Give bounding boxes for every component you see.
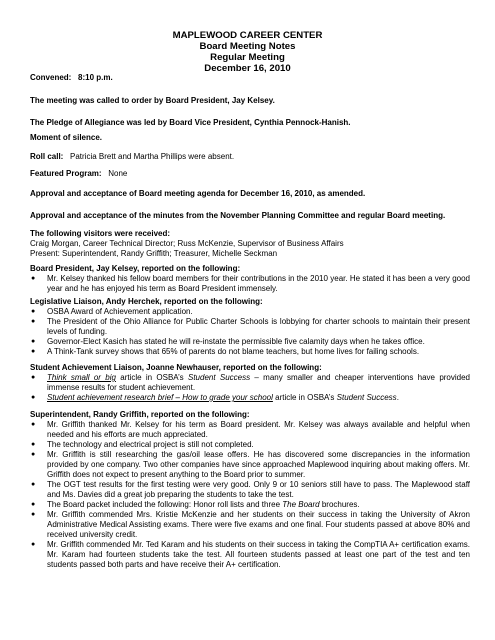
featured-program-line xyxy=(30,169,470,179)
list-item: ● Governor-Elect Kasich has stated he will re-instate the permissible five calamity days when he takes office. xyxy=(30,337,470,347)
visitors-title: The following visitors were received: xyxy=(30,229,171,238)
visitors-line-1: Craig Morgan, Career Technical Director; Russ McKenzie, Supervisor of Business Affairs xyxy=(30,239,344,248)
item-text: The Board packet included the following: Honor roll lists and three xyxy=(47,500,283,509)
approval-minutes: Approval and acceptance of the minutes from the November Planning Committee and regular Board meeting. xyxy=(30,211,446,220)
list-item: ● Mr. Griffith commended Mr. Ted Karam and his students on their success in taking the CompTIA A+ certification exams. Mr. Karam had fourteen students take the test. All fourteen students passed at least one part of the test and ten students passed both parts and have receive their A+ certification. xyxy=(30,540,470,570)
president-section xyxy=(30,264,470,294)
item-text: article in OSBA’s xyxy=(272,393,337,402)
research-brief-link[interactable]: Student achievement research brief – How to grade your school xyxy=(47,393,273,402)
convened-label: Convened: xyxy=(30,73,72,82)
doc-title: Board Meeting Notes xyxy=(199,41,296,52)
roll-call-line xyxy=(30,152,470,162)
list-item xyxy=(30,393,470,403)
item-text: . xyxy=(396,393,399,402)
list-item: ● OSBA Award of Achievement application. xyxy=(30,307,470,317)
called-to-order: The meeting was called to order by Board President, Jay Kelsey. xyxy=(30,96,275,105)
publication-name: The Board xyxy=(282,500,320,509)
pledge-line: The Pledge of Allegiance was led by Board Vice President, Cynthia Pennock-Hanish. xyxy=(30,118,351,127)
convened-value: 8:10 p.m. xyxy=(78,73,113,82)
document-header xyxy=(0,30,495,74)
superintendent-section xyxy=(30,410,470,570)
publication-name: Student Success xyxy=(336,393,397,402)
list-item xyxy=(30,500,470,510)
list-item: ● Mr. Griffith is still researching the gas/oil lease offers. He has discovered some discrepancies in the information provided by one company. Two other companies have since approached Maplewood inquiring about making offers. Mr. Griffith does not expect to present anything to the Board prior to summer. xyxy=(30,450,470,480)
visitors-section xyxy=(30,229,470,259)
roll-call-label: Roll call: xyxy=(30,152,64,161)
list-item: ● The President of the Ohio Alliance for Public Charter Schools is lobbying for charter schools to maintain their present levels of funding. xyxy=(30,317,470,337)
featured-value: None xyxy=(108,169,128,178)
org-name: MAPLEWOOD CAREER CENTER xyxy=(172,30,323,41)
list-item: ● The OGT test results for the first testing were very good. Only 9 or 10 seniors still have to pass. The Maplewood staff and Ms. Davies did a great job preparing the students to take the test. xyxy=(30,480,470,500)
list-item: ● A Think-Tank survey shows that 65% of parents do not blame teachers, but home lives for failing schools. xyxy=(30,347,470,357)
item-text: article in OSBA’s xyxy=(115,373,188,382)
featured-label: Featured Program: xyxy=(30,169,102,178)
legislative-title: Legislative Liaison, Andy Herchek, reported on the following: xyxy=(30,297,263,306)
roll-call-value: Patricia Brett and Martha Phillips were absent. xyxy=(70,152,235,161)
think-small-link[interactable]: Think small or big xyxy=(47,373,116,382)
list-item: ● Mr. Griffith commended Mrs. Kristie McKenzie and her students on their success in taking the University of Akron Administrative Medical Assisting exams. There were five exams and one final. Four students passed at above 80% and received university credit. xyxy=(30,510,470,540)
doc-date: December 16, 2010 xyxy=(204,63,291,74)
item-text: – many smaller and cheaper interventions have provided immense results for student achievement. xyxy=(47,373,470,392)
visitors-line-2: Present: Superintendent, Randy Griffith; Treasurer, Michelle Seckman xyxy=(30,249,278,258)
moment-of-silence: Moment of silence. xyxy=(30,133,103,142)
doc-subtitle: Regular Meeting xyxy=(210,52,285,63)
superintendent-title: Superintendent, Randy Griffith, reported on the following: xyxy=(30,410,250,419)
list-item: ● Mr. Griffith thanked Mr. Kelsey for his term as Board president. Mr. Kelsey was always available and helpful when needed and his efforts are much appreciated. xyxy=(30,420,470,440)
list-item: ● The technology and electrical project is still not completed. xyxy=(30,440,470,450)
approval-agenda: Approval and acceptance of Board meeting agenda for December 16, 2010, as amended. xyxy=(30,189,366,198)
item-text: brochures. xyxy=(319,500,360,509)
student-section xyxy=(30,363,470,403)
student-title: Student Achievement Liaison, Joanne Newhauser, reported on the following: xyxy=(30,363,322,372)
president-title: Board President, Jay Kelsey, reported on the following: xyxy=(30,264,241,273)
publication-name: Student Success xyxy=(188,373,251,382)
convened-line xyxy=(30,73,470,83)
list-item: ● Mr. Kelsey thanked his fellow board members for their contributions in the 2010 year. He stated it has been a very good year and he has enjoyed his term as Board President immensely. xyxy=(30,274,470,294)
list-item xyxy=(30,373,470,393)
legislative-section xyxy=(30,297,470,357)
